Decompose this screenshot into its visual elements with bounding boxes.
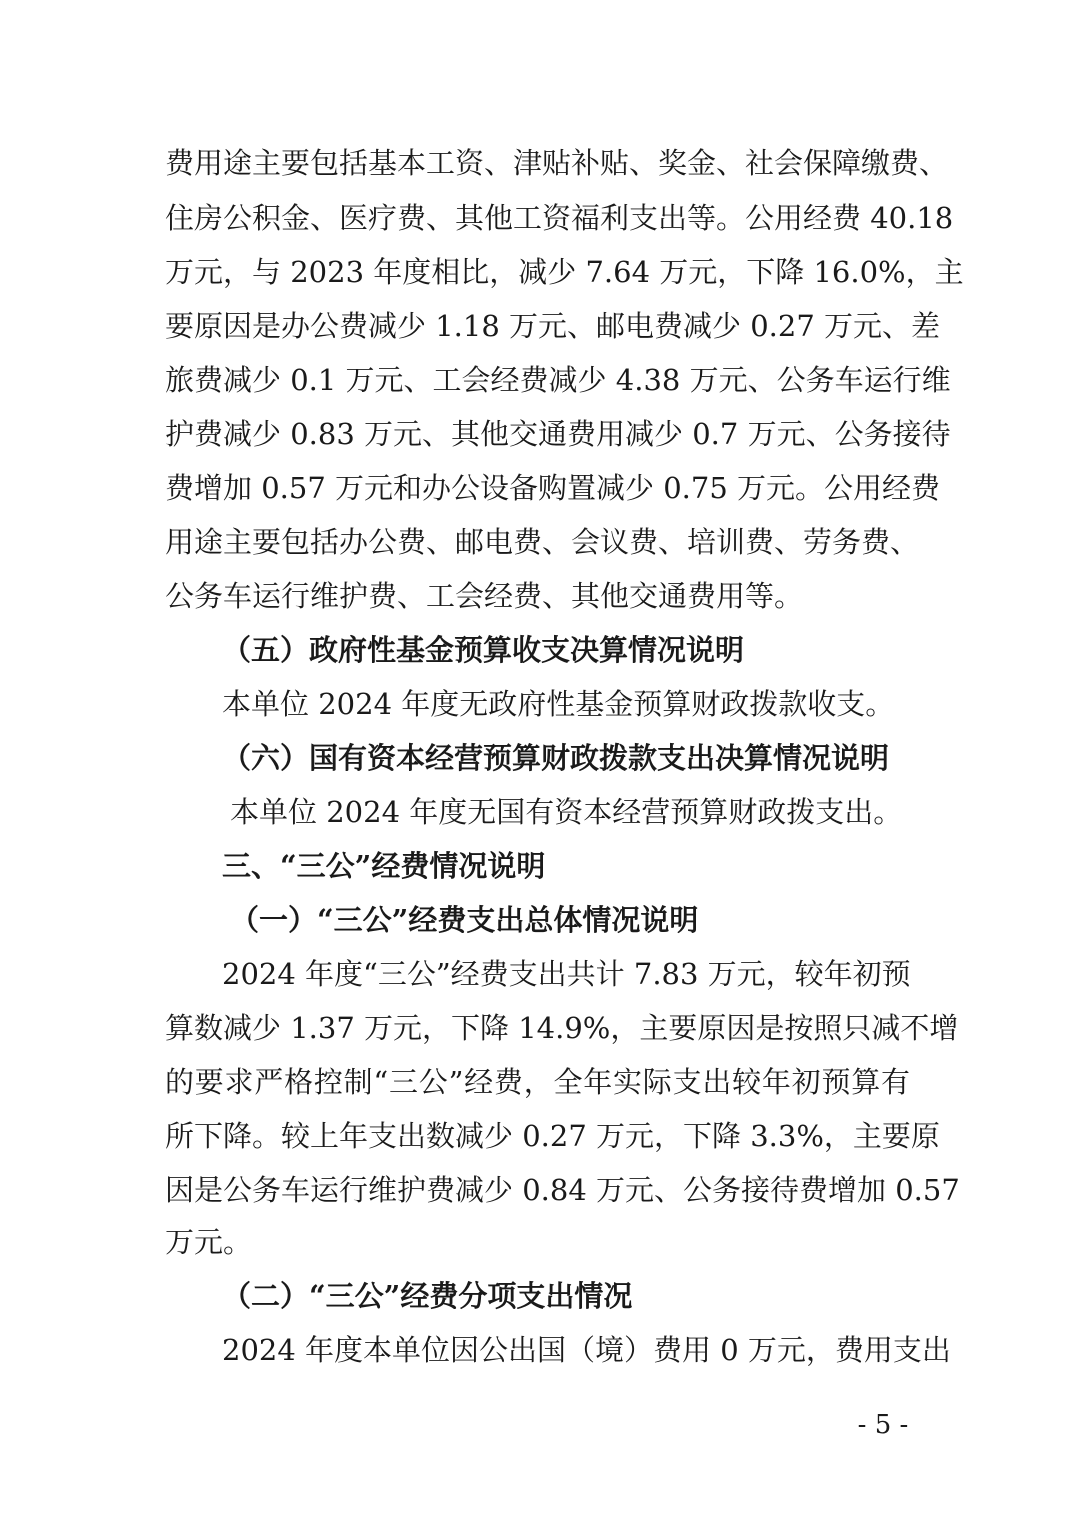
paragraph-line: 万元。 [165,1225,253,1259]
paragraph-line: 算数减少 1.37 万元，下降 14.9%，主要原因是按照只减不增 [165,1011,959,1045]
paragraph-line: 费增加 0.57 万元和办公设备购置减少 0.75 万元。公用经费 [165,471,941,505]
paragraph-line: 本单位 2024 年度无政府性基金预算财政拨款收支。 [222,687,895,721]
paragraph-line: 2024 年度本单位因公出国（境）费用 0 万元，费用支出 [222,1333,951,1367]
paragraph-line: 2024 年度“三公”经费支出共计 7.83 万元，较年初预 [222,957,911,991]
paragraph-line: 旅费减少 0.1 万元、工会经费减少 4.38 万元、公务车运行维 [165,363,951,397]
paragraph-line: 住房公积金、医疗费、其他工资福利支出等。公用经费 40.18 [165,201,954,235]
paragraph-line: 所下降。较上年支出数减少 0.27 万元，下降 3.3%，主要原 [165,1119,940,1153]
paragraph-line: 因是公务车运行维护费减少 0.84 万元、公务接待费增加 0.57 [165,1173,960,1207]
paragraph-line: 护费减少 0.83 万元、其他交通费用减少 0.7 万元、公务接待 [165,417,951,451]
page-number: - 5 - [857,1410,909,1440]
heading-subsection-2: （二）“三公”经费分项支出情况 [222,1279,633,1313]
heading-section-6: （六）国有资本经营预算财政拨款支出决算情况说明 [222,741,890,775]
heading-section-3: 三、“三公”经费情况说明 [222,849,546,883]
paragraph-line: 公务车运行维护费、工会经费、其他交通费用等。 [165,579,804,613]
heading-section-5: （五）政府性基金预算收支决算情况说明 [222,633,745,667]
heading-subsection-1: （一）“三公”经费支出总体情况说明 [230,903,699,937]
paragraph-line: 要原因是办公费减少 1.18 万元、邮电费减少 0.27 万元、差 [165,309,941,343]
paragraph-line: 用途主要包括办公费、邮电费、会议费、培训费、劳务费、 [165,525,920,559]
paragraph-line: 万元，与 2023 年度相比，减少 7.64 万元，下降 16.0%，主 [165,255,964,289]
paragraph-line: 本单位 2024 年度无国有资本经营预算财政拨支出。 [230,795,903,829]
paragraph-line: 费用途主要包括基本工资、津贴补贴、奖金、社会保障缴费、 [165,146,949,180]
paragraph-line: 的要求严格控制“三公”经费，全年实际支出较年初预算有 [165,1065,910,1099]
